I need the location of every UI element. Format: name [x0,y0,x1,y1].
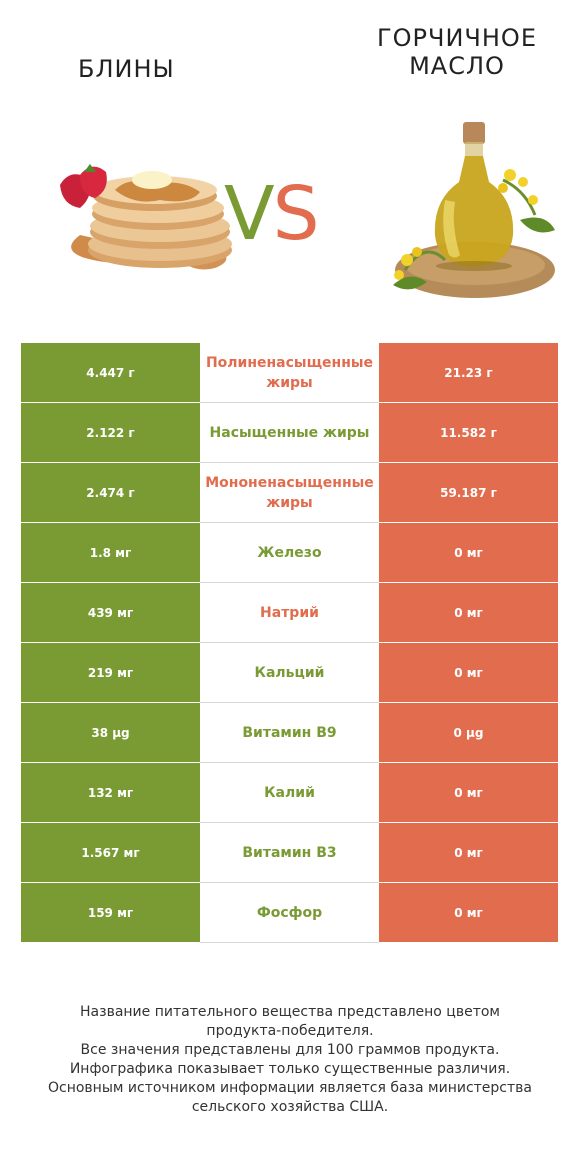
right-product-title: ГОРЧИЧНОЕ МАСЛО [377,24,537,80]
right-value-cell [379,583,558,643]
table-row [21,703,558,763]
right-value: 0 мг [454,785,483,800]
left-value-cell [21,463,200,523]
left-value-cell [21,883,200,943]
vs-s-letter: S [272,171,318,257]
nutrient-name-cell [200,643,379,703]
right-value: 0 мг [454,845,483,860]
nutrient-name-cell [200,463,379,523]
vs-label [224,166,318,262]
table-row [21,583,558,643]
table-row [21,883,558,943]
footer-line: Все значения представлены для 100 граммов продукта. [80,1042,500,1058]
left-value-cell [21,343,200,403]
nutrient-name: Витамин B9 [242,724,337,741]
table-row [21,343,558,403]
nutrient-name: Мононенасыщенные жиры [205,474,374,511]
pancakes-image [40,150,240,280]
footer-line: продукта-победителя. [206,1023,374,1039]
footer-line: Основным источником информации является база министерства [48,1080,532,1096]
left-value: 1.8 мг [89,545,132,560]
right-value-cell [379,703,558,763]
right-value-cell [379,343,558,403]
left-value: 1.567 мг [81,845,140,860]
nutrient-name: Железо [257,544,322,561]
nutrient-name-cell [200,343,379,403]
footer-note [20,1003,560,1117]
table-row [21,523,558,583]
left-value-cell [21,823,200,883]
left-value: 439 мг [87,605,134,620]
right-value: 0 мг [454,665,483,680]
left-value-cell [21,643,200,703]
left-value-cell [21,763,200,823]
nutrient-name-cell [200,583,379,643]
left-value: 2.122 г [86,425,135,440]
table-row [21,463,558,523]
nutrient-name-cell [200,763,379,823]
right-value-cell [379,643,558,703]
right-value-cell [379,463,558,523]
nutrient-comparison-table [21,343,558,943]
right-value: 0 мг [454,905,483,920]
table-row [21,403,558,463]
left-value-cell [21,583,200,643]
right-value-cell [379,823,558,883]
table-row [21,823,558,883]
left-value: 159 мг [87,905,134,920]
vs-v-letter: V [224,171,273,257]
nutrient-name-cell [200,703,379,763]
left-product-title: БЛИНЫ [78,55,175,83]
nutrient-name-cell [200,403,379,463]
nutrient-name: Полиненасыщенные жиры [205,354,374,391]
left-value: 4.447 г [86,365,135,380]
right-value: 0 мг [454,605,483,620]
table-row [21,763,558,823]
nutrient-name: Фосфор [256,904,323,921]
left-value-cell [21,403,200,463]
nutrient-name: Кальций [254,664,325,681]
left-value-cell [21,523,200,583]
right-value-cell [379,403,558,463]
right-value-cell [379,763,558,823]
footer-line: Название питательного вещества представлено цветом [80,1004,500,1020]
right-value: 59.187 г [440,485,497,500]
left-value: 219 мг [87,665,134,680]
right-value: 0 мг [454,545,483,560]
right-value-cell [379,883,558,943]
table-row [21,643,558,703]
left-value: 38 µg [91,725,130,740]
nutrient-name: Натрий [260,604,319,621]
footer-line: Инфографика показывает только существенные различия. [69,1061,511,1077]
nutrient-name: Насыщенные жиры [209,424,370,441]
mustard-oil-image [385,120,560,310]
left-value: 2.474 г [86,485,135,500]
right-value: 21.23 г [444,365,493,380]
nutrient-name-cell [200,523,379,583]
right-value: 11.582 г [440,425,497,440]
nutrient-name: Калий [264,784,315,801]
footer-line: сельского хозяйства США. [191,1099,389,1115]
right-value: 0 µg [453,725,484,740]
right-value-cell [379,523,558,583]
left-value-cell [21,703,200,763]
nutrient-name-cell [200,823,379,883]
nutrient-name-cell [200,883,379,943]
left-value: 132 мг [87,785,134,800]
nutrient-name: Витамин B3 [242,844,337,861]
